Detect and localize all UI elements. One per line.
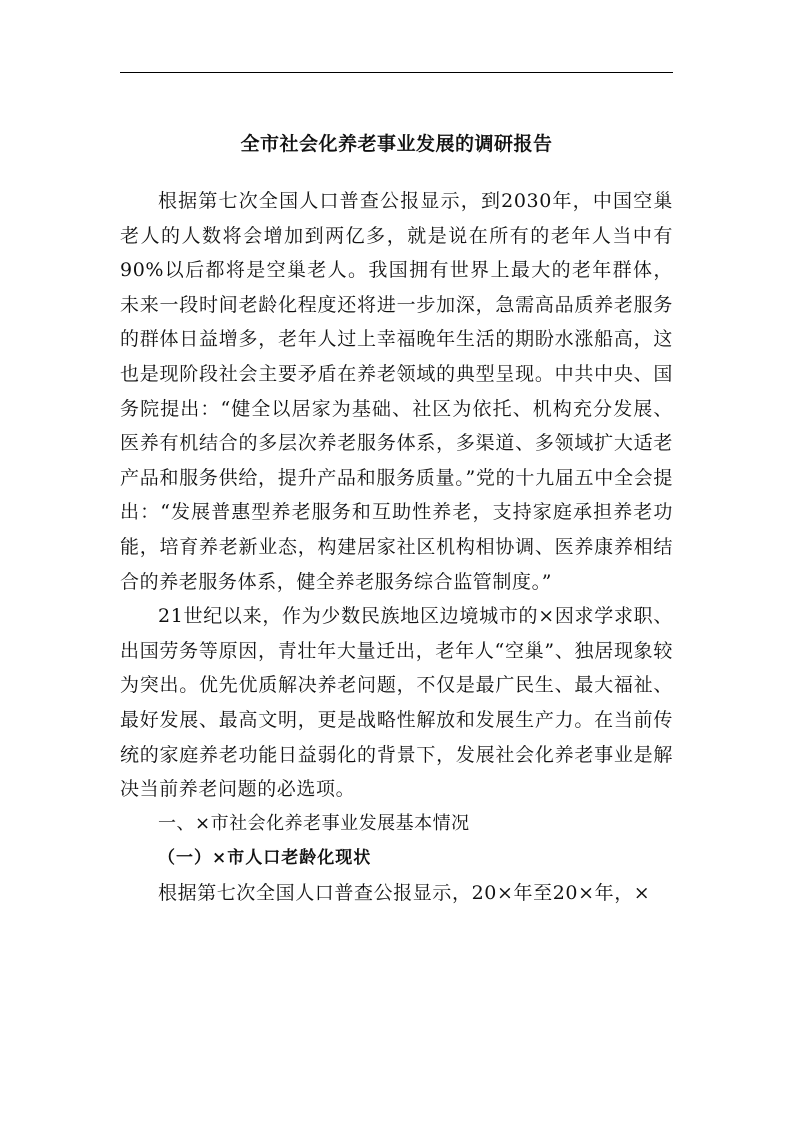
paragraph-3: 根据第七次全国人口普查公报显示，20×年至20×年，×	[158, 881, 651, 904]
paragraph-2: 21世纪以来，作为少数民族地区边境城市的×因求学求职、出国劳务等原因，青壮年大量迁出，老年人“空巢”、独居现象较为突出。优先优质解决养老问题，不仅是最广民生、最大福祉、最好发展、最高文明，更是战略性解放和发展生产力。在当前传统的家庭养老功能日益弱化的背景下，发展社会化养老事业是解决当前养老问题的必选项。	[120, 605, 673, 801]
section-heading-1: 一、×市社会化养老事业发展基本情况	[158, 812, 470, 834]
document-body	[120, 184, 673, 910]
subsection-heading-1: （一）×市人口老龄化现状	[158, 848, 372, 869]
document-title: 全市社会化养老事业发展的调研报告	[240, 133, 553, 155]
header-rule	[120, 72, 673, 73]
paragraph-1: 根据第七次全国人口普查公报显示，到2030年，中国空巢老人的人数将会增加到两亿多，就是说在所有的老年人当中有90%以后都将是空巢老人。我国拥有世界上最大的老年群体，未来一段时间老龄化程度还将进一步加深，急需高品质养老服务的群体日益增多，老年人过上幸福晚年生活的期盼水涨船高，这也是现阶段社会主要矛盾在养老领域的典型呈现。中共中央、国务院提出：“健全以居家为基础、社区为依托、机构充分发展、医养有机结合的多层次养老服务体系，多渠道、多领域扩大适老产品和服务供给，提升产品和服务质量。”党的十九届五中全会提出：“发展普惠型养老服务和互助性养老，支持家庭承担养老功能，培育养老新业态，构建居家社区机构相协调、医养康养相结合的养老服务体系，健全养老服务综合监管制度。”	[120, 190, 673, 593]
